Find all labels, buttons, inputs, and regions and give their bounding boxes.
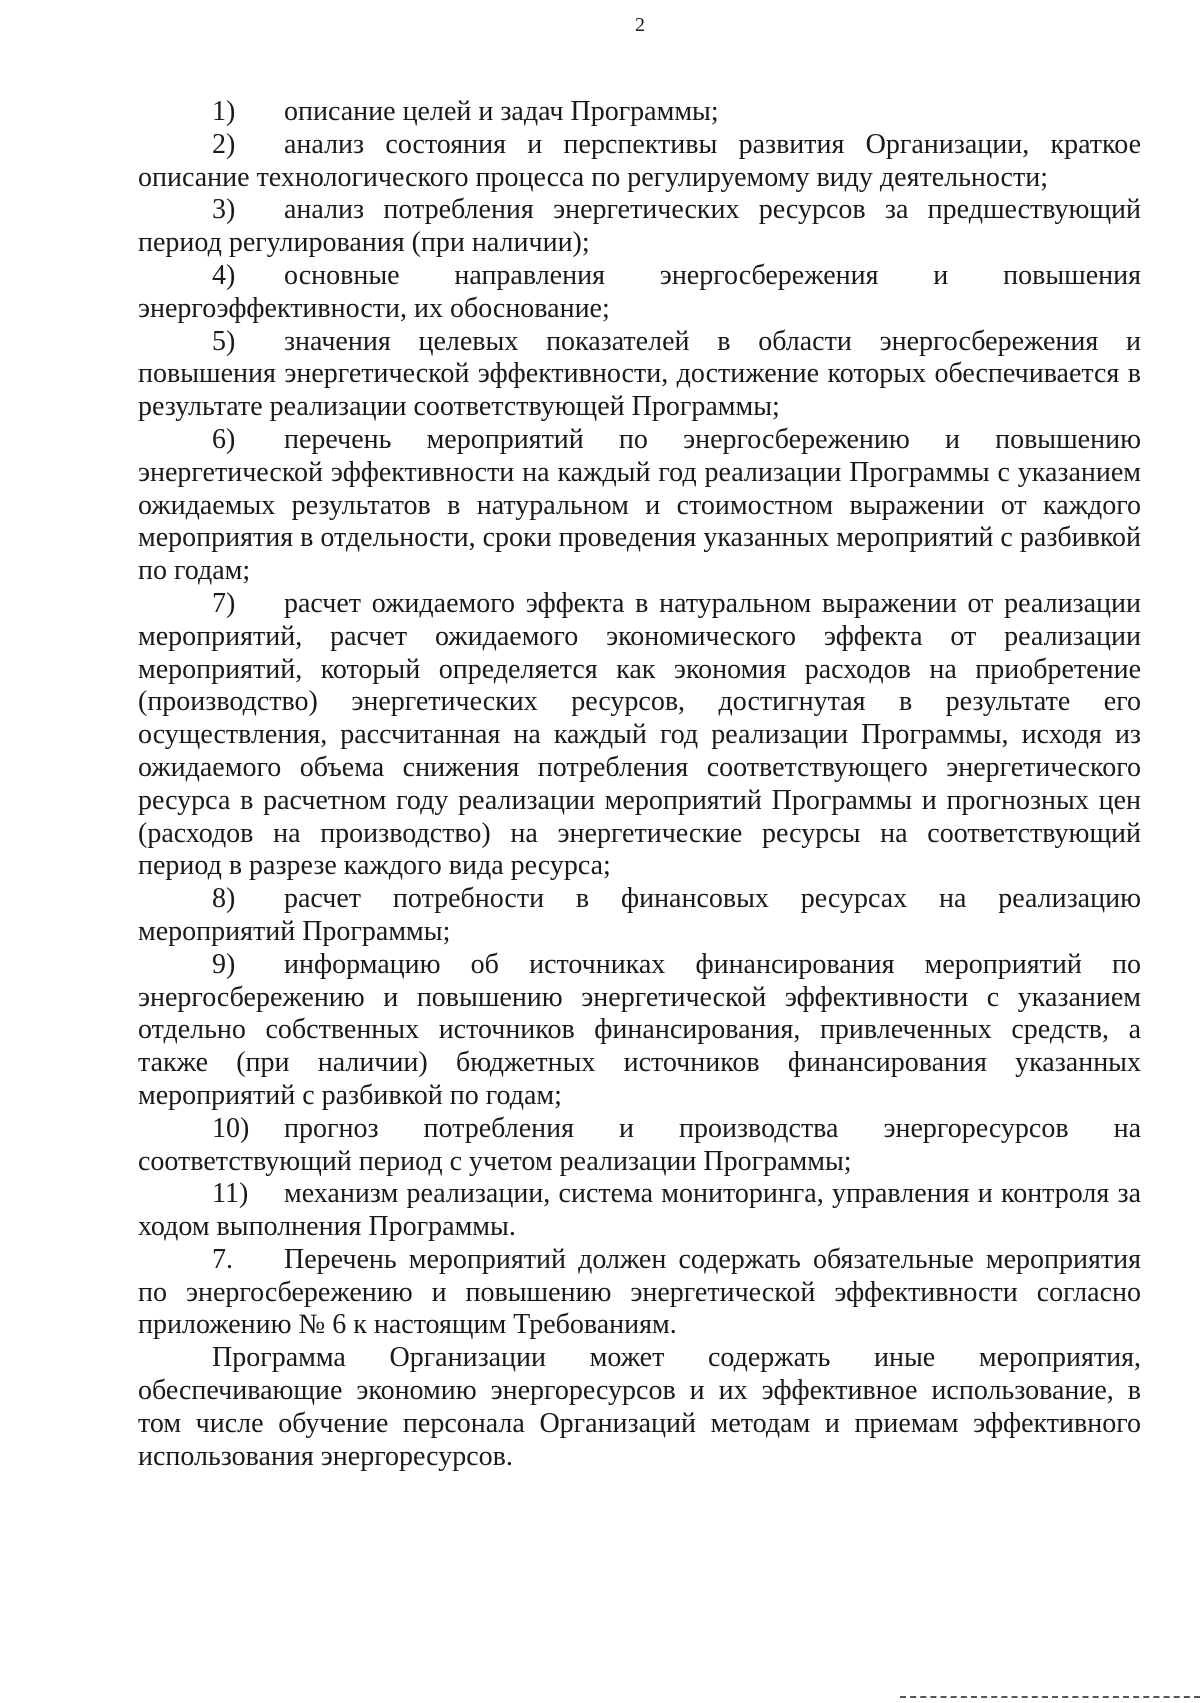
list-item	[138, 883, 1141, 949]
list-item-number: 6)	[212, 423, 236, 455]
list-item-number: 4)	[212, 259, 236, 291]
list-item-text: прогноз потребления и производства энергоресурсов на соответствующий период с учетом реализации Программы;	[138, 1112, 1141, 1177]
list-item-number: 8)	[212, 883, 236, 915]
list-item	[138, 949, 1141, 1113]
section-number: 7.	[212, 1243, 233, 1275]
list-item-text: описание целей и задач Программы;	[284, 96, 719, 127]
list-item	[138, 96, 1141, 129]
list-item	[138, 1178, 1141, 1244]
list-item-number: 9)	[212, 948, 236, 980]
list-item-text: расчет потребности в финансовых ресурсах на реализацию мероприятий Программы;	[138, 883, 1141, 947]
list-item-text: информацию об источниках финансирования мероприятий по энергосбережению и повышению энергетической эффективности с указанием отдельно собственных источников финансирования, привлеченных средств, а также (при наличии) бюджетных источников финансирования указанных мероприятий с разбивкой по годам;	[138, 948, 1141, 1111]
closing-paragraph: Программа Организации может содержать иные мероприятия, обеспечивающие экономию энергоресурсов и их эффективное использование, в том числе обучение персонала Организаций методам и приемам эффективного использования энергоресурсов.	[138, 1342, 1141, 1472]
list-item	[138, 129, 1141, 195]
list-item-text: значения целевых показателей в области энергосбережения и повышения энергетической эффективности, достижение которых обеспечивается в результате реализации соответствующей Программы;	[138, 325, 1141, 423]
list-item-number: 2)	[212, 128, 236, 160]
list-item-text: механизм реализации, система мониторинга, управления и контроля за ходом выполнения Программы.	[138, 1178, 1141, 1243]
list-item-number: 1)	[212, 96, 236, 127]
footer-divider	[900, 1696, 1200, 1698]
document-body	[138, 96, 1141, 1473]
page-number: 2	[635, 14, 645, 36]
section-7	[138, 1244, 1141, 1342]
list-item	[138, 424, 1141, 588]
list-item	[138, 1113, 1141, 1179]
list-item-number: 5)	[212, 325, 236, 357]
list-item-text: расчет ожидаемого эффекта в натуральном выражении от реализации мероприятий, расчет ожидаемого экономического эффекта от реализации мероприятий, который определяется как экономия расходов на приобретение (производство) энергетических ресурсов, достигнутая в результате его осуществления, рассчитанная на каждый год реализации Программы, исходя из ожидаемого объема снижения потребления соответствующего энергетического ресурса в расчетном году реализации мероприятий Программы и прогнозных цен (расходов на производство) на энергетические ресурсы на соответствующий период в разрезе каждого вида ресурса;	[138, 587, 1141, 882]
list-item	[138, 194, 1141, 260]
list-item-number: 10)	[212, 1112, 250, 1144]
section-text: Перечень мероприятий должен содержать обязательные мероприятия по энергосбережению и повышению энергетической эффективности согласно приложению № 6 к настоящим Требованиям.	[138, 1243, 1141, 1341]
list-item	[138, 260, 1141, 326]
list-item-number: 3)	[212, 194, 236, 226]
list-item-number: 7)	[212, 587, 236, 619]
list-item-text: основные направления энергосбережения и повышения энергоэффективности, их обоснование;	[138, 259, 1141, 324]
list-item-text: анализ состояния и перспективы развития Организации, краткое описание технологического процесса по регулируемому виду деятельности;	[138, 128, 1141, 193]
list-item	[138, 588, 1141, 883]
list-item	[138, 326, 1141, 424]
list-item-text: перечень мероприятий по энергосбережению и повышению энергетической эффективности на каждый год реализации Программы с указанием ожидаемых результатов в натуральном и стоимостном выражении от каждого мероприятия в отдельности, сроки проведения указанных мероприятий с разбивкой по годам;	[138, 423, 1141, 587]
list-item-text: анализ потребления энергетических ресурсов за предшествующий период регулирования (при наличии);	[138, 194, 1141, 259]
list-item-number: 11)	[212, 1178, 249, 1210]
